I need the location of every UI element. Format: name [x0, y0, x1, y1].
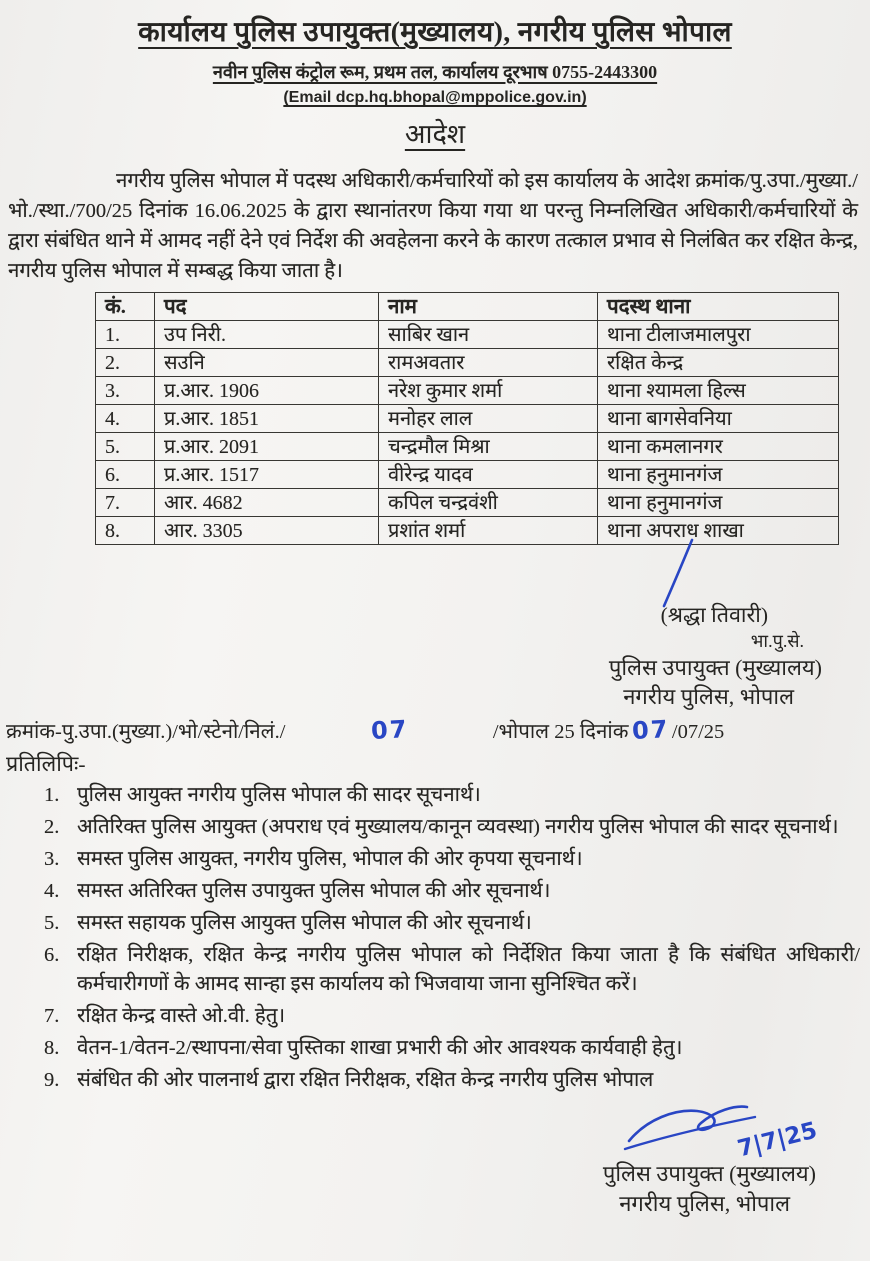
copy-list-item [44, 1002, 860, 1031]
table-cell: 5. [96, 433, 155, 461]
table-header-cell: नाम [379, 293, 598, 321]
table-header-row [96, 293, 839, 321]
copy-list [8, 781, 860, 1095]
table-cell: 7. [96, 489, 155, 517]
copy-list-item [44, 1034, 860, 1063]
copy-list-item [44, 813, 860, 842]
personnel-table [95, 292, 839, 545]
reference-date-suffix: /07/25 [671, 721, 725, 743]
table-row [96, 433, 839, 461]
copy-list-item [44, 909, 860, 938]
office-email: (Email dcp.hq.bhopal@mppolice.gov.in) [283, 89, 587, 106]
table-cell: 1. [96, 321, 155, 349]
table-row [96, 349, 839, 377]
table-header-cell: कं. [96, 293, 155, 321]
table-cell: प्र.आर. 1906 [155, 377, 379, 405]
table-row [96, 461, 839, 489]
table-cell: थाना टीलाजमालपुरा [598, 321, 839, 349]
copy-list-number: 1. [44, 784, 60, 806]
table-cell: थाना हनुमानगंज [598, 461, 839, 489]
copy-list-number: 3. [44, 848, 60, 870]
table-header-cell: पद [155, 293, 379, 321]
copy-list-item [44, 1066, 860, 1095]
copy-list-text: समस्त अतिरिक्त पुलिस उपायुक्त पुलिस भोपाल की ओर सूचनार्थ। [77, 880, 551, 902]
table-cell: प्रशांत शर्मा [379, 517, 598, 545]
table-cell: थाना हनुमानगंज [598, 489, 839, 517]
table-row [96, 321, 839, 349]
table-header-cell: पदस्थ थाना [598, 293, 839, 321]
table-cell: नरेश कुमार शर्मा [379, 377, 598, 405]
copy-list-number: 8. [44, 1037, 60, 1059]
handwritten-dispatch-number: 07 [370, 715, 410, 745]
copy-list-item [44, 845, 860, 874]
table-row [96, 489, 839, 517]
pen-slash-mark [652, 537, 702, 609]
table-cell: थाना कमलानगर [598, 433, 839, 461]
table-cell: वीरेन्द्र यादव [379, 461, 598, 489]
signatory-name: (श्रद्धा तिवारी) [660, 603, 768, 627]
table-cell: थाना बागसेवनिया [598, 405, 839, 433]
copy-list-text: रक्षित निरीक्षक, रक्षित केन्द्र नगरीय पुलिस भोपाल को निर्देशित किया जाता है कि संबंधित अधिकारी/कर्मचारीगणों के आमद सान्हा इस कार्यालय को भिजवाया जाना सुनिश्चित करें। [77, 944, 860, 995]
copy-list-text: समस्त सहायक पुलिस आयुक्त पुलिस भोपाल की ओर सूचनार्थ। [77, 912, 532, 934]
signatory-service: भा.पु.से. [750, 631, 804, 651]
reference-place-date: /भोपाल 25 दिनांक [492, 721, 629, 743]
bottom-signatory-organization: नगरीय पुलिस, भोपाल [619, 1191, 790, 1216]
reference-prefix: क्रमांक-पु.उपा.(मुख्या.)/भो/स्टेनो/निलं./ [6, 721, 286, 743]
table-cell: आर. 3305 [155, 517, 379, 545]
table-cell: आर. 4682 [155, 489, 379, 517]
personnel-table-body [96, 321, 839, 545]
copy-list-text: अतिरिक्त पुलिस आयुक्त (अपराध एवं मुख्यालय/कानून व्यवस्था) नगरीय पुलिस भोपाल की सादर सूचनार्थ। [77, 816, 839, 838]
table-row [96, 377, 839, 405]
table-cell: प्र.आर. 2091 [155, 433, 379, 461]
copy-list-text: पुलिस आयुक्त नगरीय पुलिस भोपाल की सादर सूचनार्थ। [77, 784, 481, 806]
table-cell: उप निरी. [155, 321, 379, 349]
table-cell: 3. [96, 377, 155, 405]
handwritten-day: 07 [631, 715, 671, 745]
dispatch-reference-line [6, 716, 870, 745]
table-cell: 6. [96, 461, 155, 489]
copy-list-number: 4. [44, 880, 60, 902]
order-heading: आदेश [404, 119, 466, 149]
table-cell: मनोहर लाल [379, 405, 598, 433]
signature-block-bottom [0, 1117, 870, 1218]
bottom-signatory-designation: पुलिस उपायुक्त (मुख्यालय) [602, 1161, 816, 1186]
table-cell: थाना श्यामला हिल्स [598, 377, 839, 405]
copy-list-text: वेतन-1/वेतन-2/स्थापना/सेवा पुस्तिका शाखा प्रभारी की ओर आवश्यक कार्यवाही हेतु। [77, 1037, 683, 1059]
copy-list-text: रक्षित केन्द्र वास्ते ओ.वी. हेतु। [77, 1005, 286, 1027]
table-row [96, 405, 839, 433]
table-cell: 2. [96, 349, 155, 377]
table-row [96, 517, 839, 545]
table-cell: प्र.आर. 1851 [155, 405, 379, 433]
table-cell: थाना अपराध शाखा [598, 517, 839, 545]
document-header [0, 0, 870, 151]
copy-to-label: प्रतिलिपिः- [6, 752, 86, 776]
table-cell: चन्द्रमौल मिश्रा [379, 433, 598, 461]
signature-block-top [0, 601, 870, 711]
copy-list-item [44, 941, 860, 999]
office-title: कार्यालय पुलिस उपायुक्त(मुख्यालय), नगरीय पुलिस भोपाल [138, 17, 732, 48]
table-cell: सउनि [155, 349, 379, 377]
table-cell: साबिर खान [379, 321, 598, 349]
signatory-organization: नगरीय पुलिस, भोपाल [623, 684, 794, 709]
table-cell: कपिल चन्द्रवंशी [379, 489, 598, 517]
signatory-designation: पुलिस उपायुक्त (मुख्यालय) [608, 655, 822, 680]
order-body-paragraph: नगरीय पुलिस भोपाल में पदस्थ अधिकारी/कर्मचारियों को इस कार्यालय के आदेश क्रमांक/पु.उपा./मुख्या./भो./स्था./700/25 दिनांक 16.06.2025 के द्वारा स्थानांतरण किया गया था परन्तु निम्नलिखित अधिकारी/कर्मचारियों के द्वारा संबंधित थाने में आमद नहीं देने एवं निर्देश की अवहेलना करने के कारण तत्काल प्रभाव से निलंबित कर रक्षित केन्द्र, नगरीय पुलिस भोपाल में सम्बद्ध किया जाता है। [8, 170, 858, 282]
copy-list-number: 9. [44, 1069, 60, 1091]
copy-list-text: समस्त पुलिस आयुक्त, नगरीय पुलिस, भोपाल की ओर कृपया सूचनार्थ। [77, 848, 583, 870]
table-cell: 8. [96, 517, 155, 545]
copy-list-item [44, 877, 860, 906]
office-address-phone: नवीन पुलिस कंट्रोल रूम, प्रथम तल, कार्यालय दूरभाष 0755-2443300 [212, 62, 658, 82]
table-cell: रामअवतार [379, 349, 598, 377]
table-cell: 4. [96, 405, 155, 433]
copy-list-number: 5. [44, 912, 60, 934]
copy-list-number: 6. [44, 944, 60, 966]
handwritten-signature-date: 7|7|25 [735, 1117, 820, 1163]
copy-list-number: 7. [44, 1005, 60, 1027]
copy-list-number: 2. [44, 816, 60, 838]
copy-list-item [44, 781, 860, 810]
table-cell: रक्षित केन्द्र [598, 349, 839, 377]
table-cell: प्र.आर. 1517 [155, 461, 379, 489]
copy-list-text: संबंधित की ओर पालनार्थ द्वारा रक्षित निरीक्षक, रक्षित केन्द्र नगरीय पुलिस भोपाल [77, 1069, 654, 1091]
